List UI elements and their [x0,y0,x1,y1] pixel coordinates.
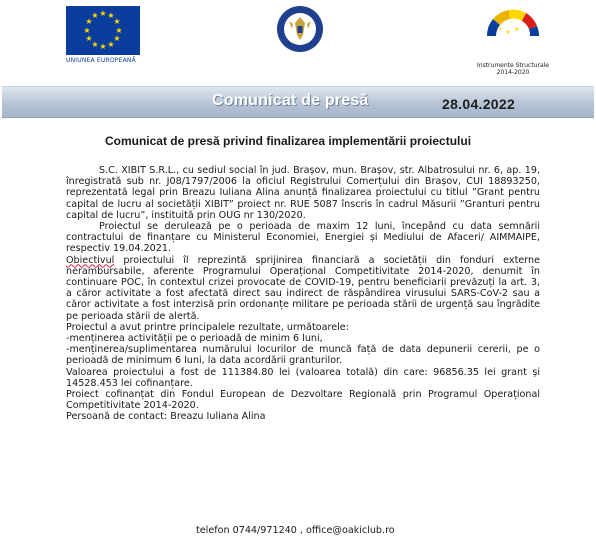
instrumente-structurale-logo [468,2,558,80]
paragraph-project-value: Valoarea proiectului a fost de 111384.80 lei (valoarea totală) din care: 96856.35 lei grant și 14528.453 lei cofinanțare. [66,366,540,389]
contact-phone-email: telefon 0744/971240 , office@oakiclub.ro [196,525,395,536]
logo-strip [0,0,596,82]
instrumente-structurale-icon [468,2,558,58]
paragraph-objective [66,255,540,322]
is-caption-line2: 2014-2020 [496,69,530,76]
paragraph-results-intro: Proiectul a avut printre principalele rezultate, următoarele: [66,321,349,333]
svg-text:★: ★ [505,29,511,36]
paragraph-cofinancing: Proiect cofinanțat din Fondul European de Dezvoltare Regională prin Programul Operațional Competitivitate 2014-2020. [66,389,540,412]
svg-text:★: ★ [99,9,107,18]
romanian-government-seal-icon [275,4,325,54]
svg-text:★: ★ [514,26,520,33]
svg-text:★: ★ [99,42,107,51]
paragraph-result-1: -menținerea activității pe o perioadă de minim 6 luni, [66,333,323,345]
svg-text:★: ★ [115,26,123,35]
eu-logo [66,6,140,64]
svg-text:★: ★ [107,40,115,49]
svg-text:★: ★ [85,34,93,43]
press-release-banner [2,86,594,118]
svg-text:★: ★ [107,11,115,20]
paragraph-result-2: -menținerea/suplimentarea numărului locurilor de muncă față de data depunerii cererii, pe o perioadă de minimum 6 luni, la data acordării granturilor. [66,344,540,367]
svg-text:★: ★ [113,34,121,43]
paragraph-company-announcement: S.C. XIBIT S.R.L., cu sediul social în jud. Brașov, mun. Brașov, str. Albatrosului nr. 6, ap. 19, înregistrată sub nr. J08/1797/2006 la oficiul Registrului Comerțului din Brașov, CUI 18893250, reprezentată legal prin Breazu Iuliana Alina anunță finalizarea proiectului cu titlul ”Grant pentru capital de lucru al societății XIBIT” proiect nr. RUE 5087 înscris în cadrul Măsurii ”Granturi pentru capital de lucru”, instituită prin OUG nr 130/2020. [66,165,540,221]
document-body [66,165,540,423]
is-caption-line1: Instrumente Structurale [477,62,549,69]
svg-text:★: ★ [83,26,91,35]
banner-title: Comunicat de presă [212,92,369,109]
document-title: Comunicat de presă privind finalizarea implementării proiectului [104,134,472,148]
objective-text: proiectului îl reprezintă sprijinirea financiară a societății din fonduri externe nerambursabile, aferente Programului Operațional Competitivitate 2014-2020, denumit în continuare POC, în contextul crizei provocate de COVID-19, pentru beneficiarii prevăzuți la art. 3, a căror activitate a fost afectată direct sau indirect de răspândirea virusului SARS-CoV-2 sau a căror activitate a fost interzisă prin ordonanțe militare pe perioada stării de urgență sau îngrădite pe perioada stării de alertă. [66,254,540,322]
svg-text:★: ★ [498,26,503,32]
svg-text:★: ★ [113,17,121,26]
government-seal [275,4,325,54]
svg-text:★: ★ [91,40,99,49]
paragraph-contact-person: Persoană de contact: Breazu Iuliana Alina [66,411,266,423]
svg-text:★: ★ [85,17,93,26]
banner-date: 28.04.2022 [442,96,516,112]
paragraph-duration: Proiectul se derulează pe o perioada de maxim 12 luni, începând cu data semnării contractului de finanțare cu Ministerul Economiei, Energiei și Mediului de Afaceri/ AIMMAIPE, respectiv 19.04.2021. [66,221,540,255]
svg-text:★: ★ [91,11,99,20]
objective-word: Obiectivul [66,254,115,266]
eu-flag-icon [66,6,140,55]
eu-caption: UNIUNEA EUROPEANĂ [66,57,136,64]
